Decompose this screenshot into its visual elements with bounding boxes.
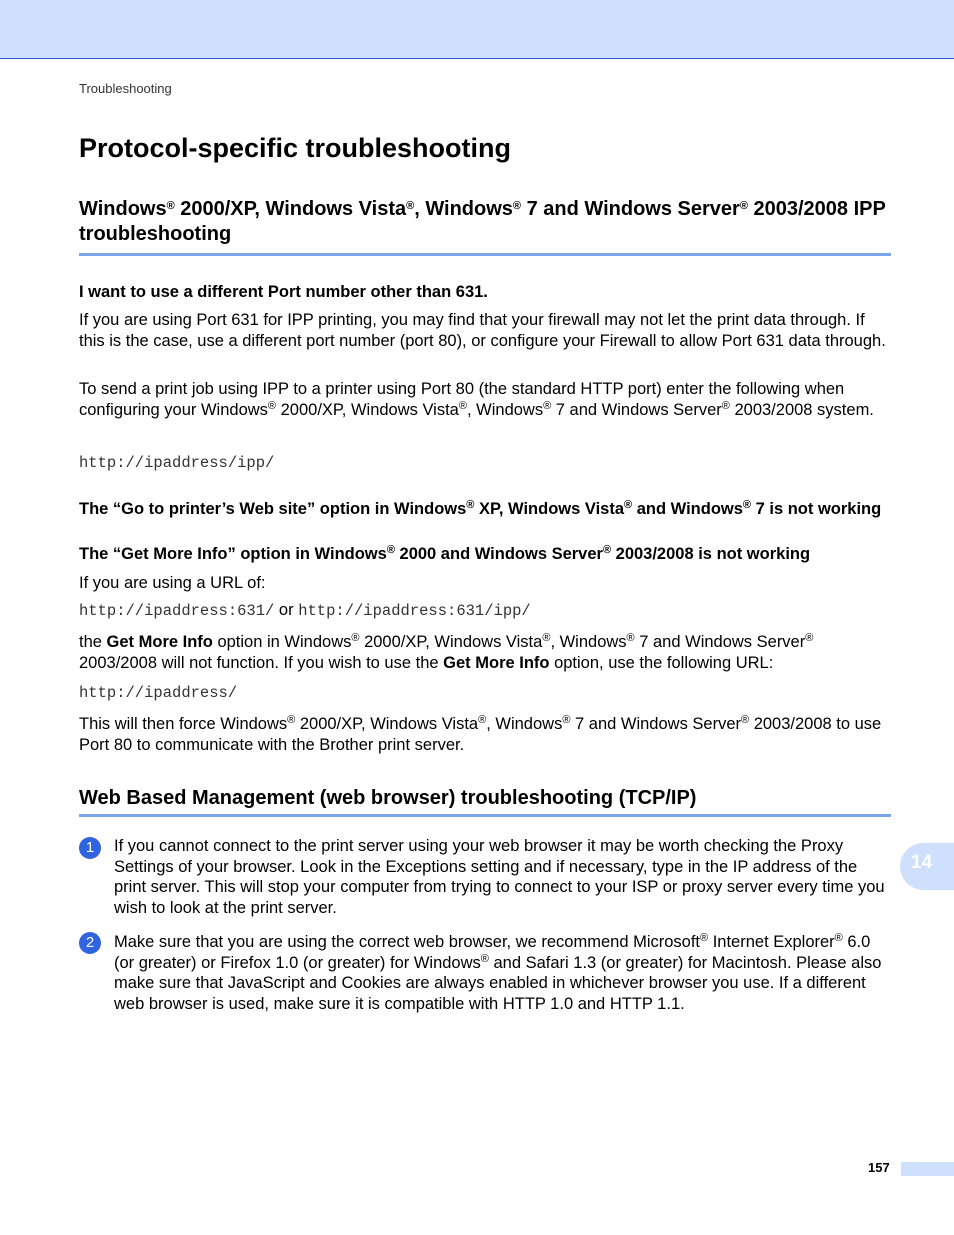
paragraph-force-port80: This will then force Windows® 2000/XP, Windows Vista®, Windows® 7 and Windows Server® 2003/2008 to use Port 80 to communicate with the Brother print server.	[79, 714, 882, 754]
header-band	[0, 0, 954, 59]
paragraph-port80: To send a print job using IPP to a printer using Port 80 (the standard HTTP port) enter the following when configuring your Windows® 2000/XP, Windows Vista®, Windows® 7 and Windows Server® 2003/2008 system.	[79, 380, 874, 419]
section-rule	[79, 814, 891, 817]
code-url-ipp: http://ipaddress/ipp/	[79, 454, 275, 472]
section-heading-ipp: Windows® 2000/XP, Windows Vista®, Windows® 7 and Windows Server® 2003/2008 IPP troubleshooting	[79, 198, 886, 245]
step-text: Make sure that you are using the correct web browser, we recommend Microsoft® Internet Explorer® 6.0 (or greater) or Firefox 1.0 (or greater) for Windows® and Safari 1.3 (or greater) for Macintosh. Please also make sure that JavaScript and Cookies are always enabled in whichever browser you use. If a different web browser is used, make sure it is compatible with HTTP 1.0 and HTTP 1.1.	[114, 932, 882, 1013]
footer-band	[901, 1162, 954, 1176]
section-rule	[79, 253, 891, 256]
section-heading-web-management: Web Based Management (web browser) troubleshooting (TCP/IP)	[79, 787, 697, 809]
question-get-more-info: The “Get More Info” option in Windows® 2000 and Windows Server® 2003/2008 is not working	[79, 544, 811, 563]
paragraph-url-of: If you are using a URL of:	[79, 574, 266, 592]
step-number-badge: 2	[79, 932, 101, 954]
code-url-631: http://ipaddress:631/ or http://ipaddress:631/ipp/	[79, 601, 531, 620]
running-head: Troubleshooting	[79, 81, 172, 96]
step-number-badge: 1	[79, 837, 101, 859]
question-web-site-option: The “Go to printer’s Web site” option in Windows® XP, Windows Vista® and Windows® 7 is not working	[79, 499, 882, 518]
step-text: If you cannot connect to the print server using your web browser it may be worth checking the Proxy Settings of your browser. Look in the Exceptions setting and if necessary, type in the IP address of the print server. This will stop your computer from trying to connect to your ISP or proxy server every time you wish to look at the print server.	[114, 837, 885, 917]
page-title: Protocol-specific troubleshooting	[79, 133, 512, 163]
chapter-number: 14	[911, 852, 933, 873]
question-port-number: I want to use a different Port number other than 631.	[79, 283, 488, 301]
paragraph-firewall: If you are using Port 631 for IPP printing, you may find that your firewall may not let the print data through. If this is the case, use a different port number (port 80), or configure your Firewall to allow Port 631 data through.	[79, 311, 886, 350]
code-url-ipaddress: http://ipaddress/	[79, 684, 238, 702]
paragraph-get-more-info: the Get More Info option in Windows® 2000/XP, Windows Vista®, Windows® 7 and Windows Server® 2003/2008 will not function. If you wish to use the Get More Info option, use the following URL:	[79, 632, 814, 672]
page-number: 157	[868, 1160, 890, 1175]
